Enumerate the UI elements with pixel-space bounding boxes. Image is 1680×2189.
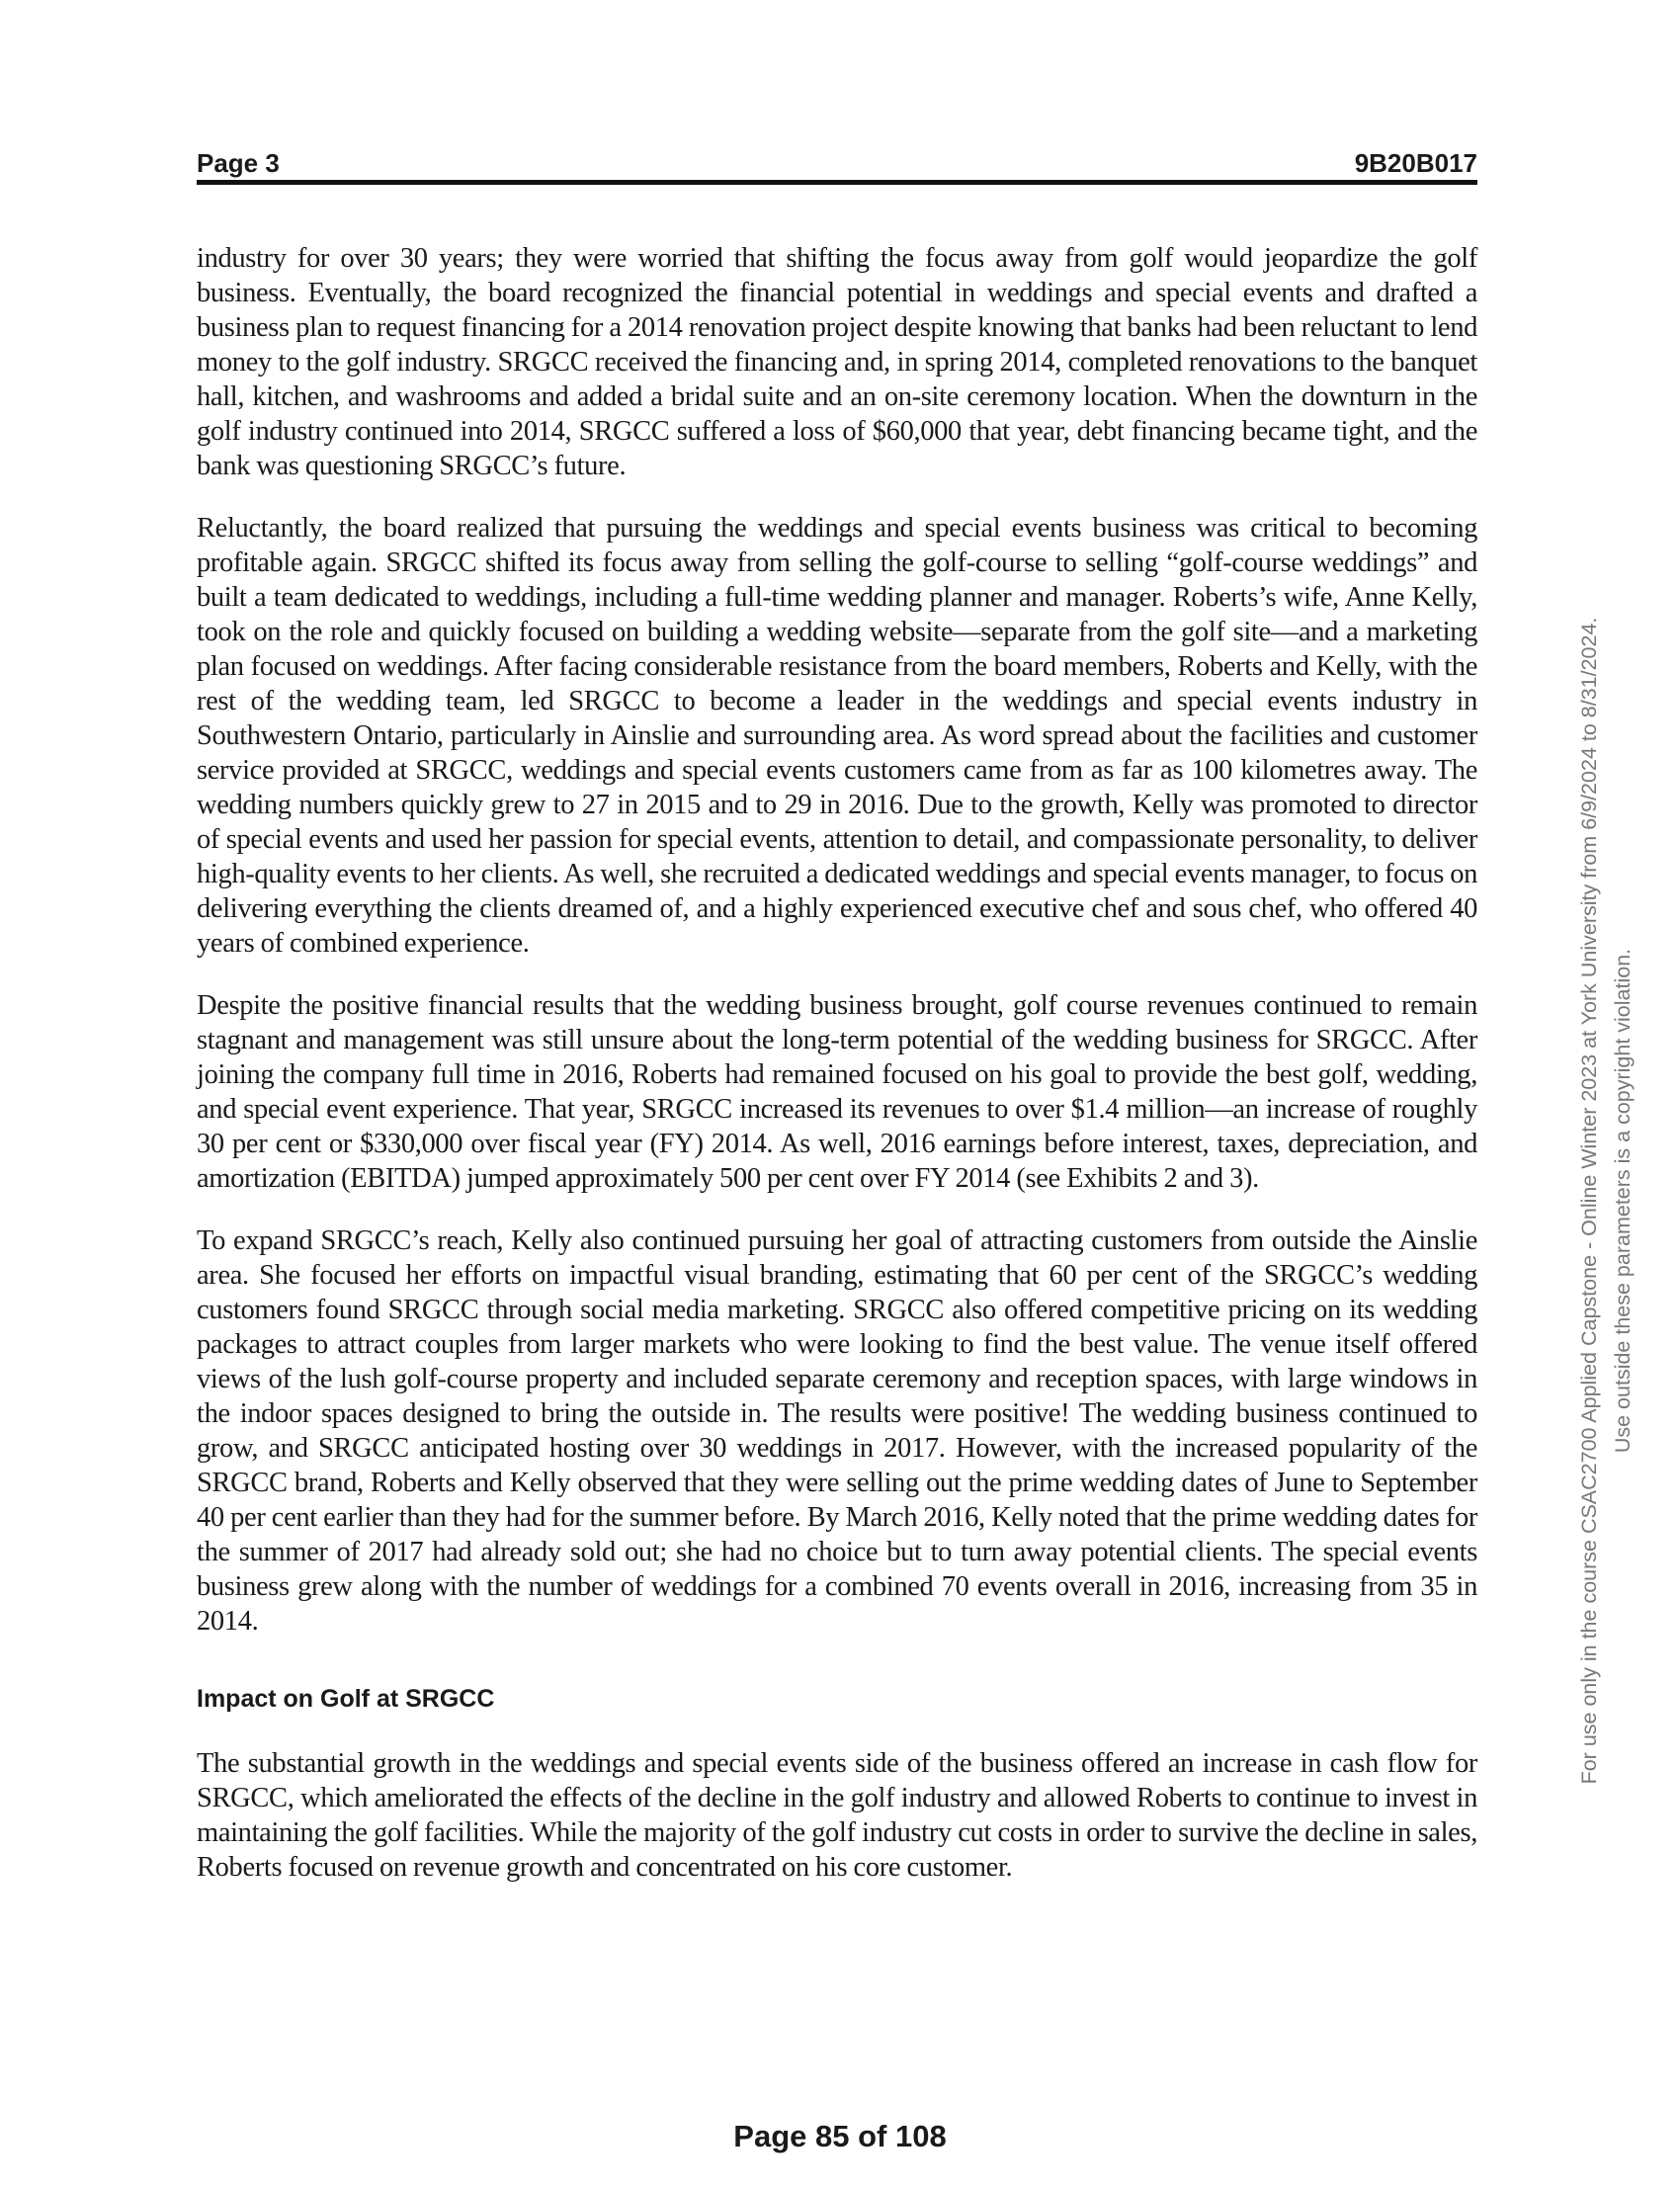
- body-paragraph: Despite the positive financial results that the wedding business brought, golf course revenues continued to remain stagnant and management was still unsure about the long-term potential of the wedding business for SRGCC. After joining the company full time in 2016, Roberts had remained focused on his goal to provide the best golf, wedding, and special event experience. That year, SRGCC increased its revenues to over $1.4 million—an increase of roughly 30 per cent or $330,000 over fiscal year (FY) 2014. As well, 2016 earnings before interest, taxes, depreciation, and amortization (EBITDA) jumped approximately 500 per cent over FY 2014 (see Exhibits 2 and 3).: [197, 990, 1477, 1194]
- copyright-watermark: [1572, 212, 1639, 2189]
- watermark-line: For use only in the course CSAC2700 Applied Capstone - Online Winter 2023 at York University from 6/9/2024 to 8/31/2024.: [1577, 617, 1601, 1785]
- page-header: [197, 148, 1477, 184]
- page-number-label: Page 3: [197, 148, 280, 178]
- body-paragraph: The substantial growth in the weddings and special events side of the business offered an increase in cash flow for SRGCC, which ameliorated the effects of the decline in the golf industry and allowed Roberts to continue to invest in maintaining the golf facilities. While the majority of the golf industry cut costs in order to survive the decline in sales, Roberts focused on revenue growth and concentrated on his core customer.: [197, 1748, 1477, 1883]
- body-paragraph: industry for over 30 years; they were worried that shifting the focus away from golf would jeopardize the golf business. Eventually, the board recognized the financial potential in weddings and special events and drafted a business plan to request financing for a 2014 renovation project despite knowing that banks had been reluctant to lend money to the golf industry. SRGCC received the financing and, in spring 2014, completed renovations to the banquet hall, kitchen, and washrooms and added a bridal suite and an on-site ceremony location. When the downturn in the golf industry continued into 2014, SRGCC suffered a loss of $60,000 that year, debt financing became tight, and the bank was questioning SRGCC’s future.: [197, 243, 1477, 481]
- body-paragraph: Reluctantly, the board realized that pursuing the weddings and special events business was critical to becoming profitable again. SRGCC shifted its focus away from selling the golf-course to selling “golf-course weddings” and built a team dedicated to weddings, including a full-time wedding planner and manager. Roberts’s wife, Anne Kelly, took on the role and quickly focused on building a wedding website—separate from the golf site—and a marketing plan focused on weddings. After facing considerable resistance from the board members, Roberts and Kelly, with the rest of the wedding team, led SRGCC to become a leader in the weddings and special events industry in Southwestern Ontario, particularly in Ainslie and surrounding area. As word spread about the facilities and customer service provided at SRGCC, weddings and special events customers came from as far as 100 kilometres away. The wedding numbers quickly grew to 27 in 2015 and to 29 in 2016. Due to the growth, Kelly was promoted to director of special events and used her passion for special events, attention to detail, and compassionate personality, to deliver high-quality events to her clients. As well, she recruited a dedicated weddings and special events manager, to focus on delivering everything the clients dreamed of, and a highly experienced executive chef and sous chef, who offered 40 years of combined experience.: [197, 513, 1478, 959]
- page-footer: Page 85 of 108: [733, 2119, 947, 2153]
- document-code: 9B20B017: [1354, 148, 1477, 178]
- section-heading: Impact on Golf at SRGCC: [197, 1685, 495, 1713]
- watermark-line: Use outside these parameters is a copyright violation.: [1611, 948, 1635, 1454]
- header-divider: [197, 180, 1477, 185]
- document-body: [197, 241, 1477, 1912]
- body-paragraph: To expand SRGCC’s reach, Kelly also continued pursuing her goal of attracting customers from outside the Ainslie area. She focused her efforts on impactful visual branding, estimating that 60 per cent of the SRGCC’s wedding customers found SRGCC through social media marketing. SRGCC also offered competitive pricing on its wedding packages to attract couples from larger markets who were looking to find the best value. The venue itself offered views of the lush golf-course property and included separate ceremony and reception spaces, with large windows in the indoor spaces designed to bring the outside in. The results were positive! The wedding business continued to grow, and SRGCC anticipated hosting over 30 weddings in 2017. However, with the increased popularity of the SRGCC brand, Roberts and Kelly observed that they were selling out the prime wedding dates of June to September 40 per cent earlier than they had for the summer before. By March 2016, Kelly noted that the prime wedding dates for the summer of 2017 had already sold out; she had no choice but to turn away potential clients. The special events business grew along with the number of weddings for a combined 70 events overall in 2016, increasing from 35 in 2014.: [197, 1225, 1477, 1637]
